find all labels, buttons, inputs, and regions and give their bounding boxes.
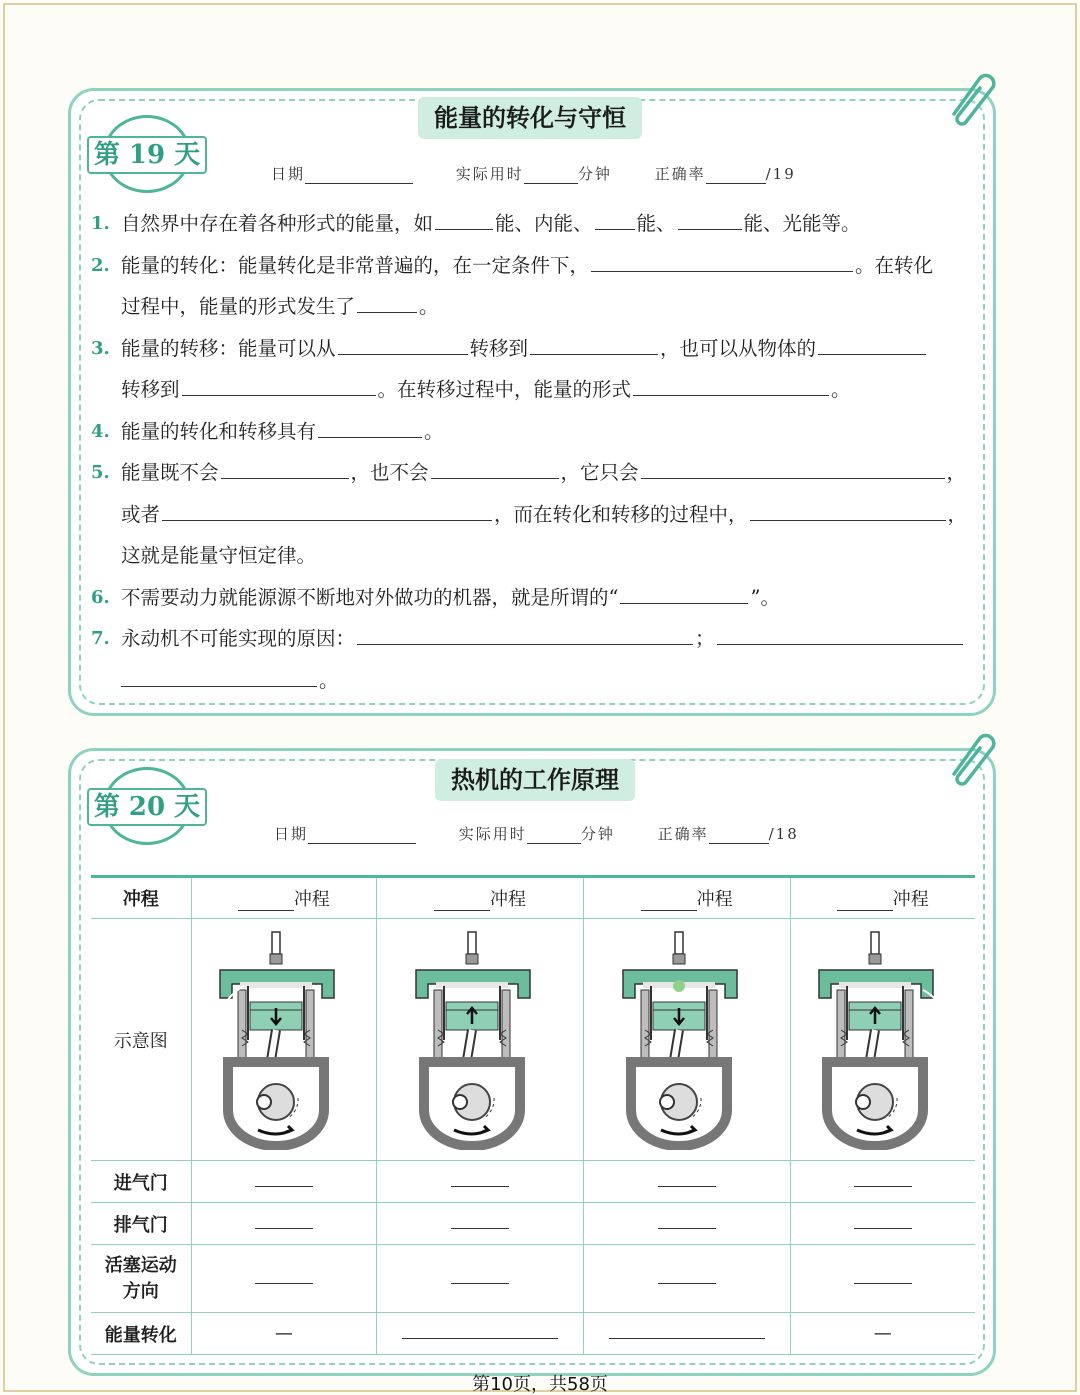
question-number: 5. — [91, 462, 110, 483]
date-label: 日期 — [271, 165, 306, 183]
day20-title: 热机的工作原理 — [435, 759, 635, 801]
day19-badge — [87, 115, 207, 193]
engine-diagram-cell — [377, 919, 584, 1161]
answer-blank[interactable] — [633, 369, 829, 396]
day19-meta-row — [271, 163, 832, 184]
answer-cell[interactable] — [583, 1203, 790, 1245]
energy-cell — [191, 1313, 377, 1355]
answer-blank[interactable] — [530, 328, 658, 355]
stroke-suffix: 冲程 — [892, 889, 929, 910]
answer-blank[interactable] — [182, 369, 376, 396]
table-row-intake-valve — [91, 1161, 975, 1203]
date-field[interactable] — [271, 163, 413, 184]
q-text: 。 — [831, 378, 851, 401]
row-label-diagram: 示意图 — [91, 919, 191, 1161]
row-label-intake: 进气门 — [91, 1161, 191, 1203]
row-label-line: 活塞运动 — [104, 1254, 177, 1276]
answer-blank[interactable] — [431, 452, 559, 479]
time-field[interactable] — [459, 823, 615, 844]
day19-title: 能量的转化与守恒 — [418, 97, 642, 139]
q-text: ，也不会 — [350, 461, 429, 484]
accuracy-field[interactable] — [655, 163, 796, 184]
answer-blank[interactable] — [678, 203, 742, 230]
q-text: 能、内能、 — [495, 212, 593, 235]
question-6 — [91, 577, 981, 619]
answer-cell[interactable] — [377, 1203, 584, 1245]
day20-meta-row — [274, 823, 835, 844]
answer-cell[interactable] — [790, 1245, 975, 1313]
q-text: 过程中，能量的形式发生了 — [121, 295, 356, 318]
question-number: 3. — [91, 337, 110, 359]
q-text: 。在转化 — [855, 253, 934, 277]
answer-cell[interactable] — [191, 1203, 377, 1245]
stroke-suffix: 冲程 — [696, 889, 733, 910]
answer-blank[interactable] — [620, 577, 748, 604]
date-label: 日期 — [274, 825, 309, 843]
answer-blank[interactable] — [750, 494, 946, 521]
engine-diagram-cell — [790, 919, 975, 1161]
table-row-diagram — [91, 919, 975, 1161]
stroke-cell[interactable] — [377, 877, 584, 919]
answer-cell[interactable] — [377, 1245, 584, 1313]
q-text: ，而在转化和转移的过程中， — [494, 502, 748, 526]
answer-cell[interactable] — [191, 1161, 377, 1203]
question-3 — [91, 328, 981, 411]
accuracy-label: 正确率 — [657, 825, 709, 843]
answer-cell[interactable] — [377, 1313, 584, 1355]
accuracy-total: /19 — [765, 165, 796, 183]
question-number: 7. — [91, 628, 110, 649]
answer-blank[interactable] — [591, 245, 853, 272]
date-field[interactable] — [274, 823, 416, 844]
question-1 — [91, 203, 981, 245]
answer-blank[interactable] — [641, 452, 945, 479]
question-number: 2. — [91, 254, 110, 276]
day20-card — [68, 748, 996, 1376]
question-number: 4. — [91, 420, 110, 442]
day20-badge — [87, 767, 207, 845]
q-text: 不需要动力就能源源不断地对外做功的机器，就是所谓的“ — [121, 585, 619, 609]
stroke-table — [91, 875, 975, 1355]
row-label-energy: 能量转化 — [91, 1313, 191, 1355]
answer-blank[interactable] — [221, 452, 349, 479]
question-4 — [91, 411, 981, 453]
row-label-exhaust: 排气门 — [91, 1203, 191, 1245]
table-row-stroke — [91, 877, 975, 919]
stroke-suffix: 冲程 — [489, 889, 526, 910]
q-text: 能量既不会 — [121, 461, 219, 484]
question-7 — [91, 618, 981, 701]
answer-cell[interactable] — [790, 1161, 975, 1203]
q-text: 能量的转化和转移具有 — [121, 419, 317, 443]
answer-blank[interactable] — [818, 328, 926, 355]
answer-cell[interactable] — [790, 1203, 975, 1245]
answer-blank[interactable] — [357, 618, 693, 645]
engine-intake-icon — [214, 930, 354, 1150]
q-text: 。 — [419, 295, 439, 318]
q-text: 能、光能等。 — [743, 212, 861, 235]
paperclip-icon — [940, 64, 996, 128]
engine-diagram-cell — [191, 919, 377, 1161]
stroke-suffix: 冲程 — [293, 889, 330, 910]
badge-label: 第 19 天 — [87, 136, 207, 174]
time-label: 实际用时 — [458, 825, 527, 843]
answer-blank[interactable] — [717, 618, 963, 645]
day19-card — [68, 88, 996, 716]
question-5 — [91, 452, 981, 577]
accuracy-label: 正确率 — [654, 165, 706, 183]
answer-cell[interactable] — [583, 1161, 790, 1203]
q-text: ， — [947, 502, 968, 526]
engine-power-icon — [617, 930, 757, 1150]
answer-blank[interactable] — [338, 328, 468, 355]
engine-compression-icon — [410, 930, 550, 1150]
answer-blank[interactable] — [318, 411, 422, 438]
row-label-stroke: 冲程 — [91, 877, 191, 919]
question-list — [91, 203, 981, 701]
paperclip-icon — [940, 724, 996, 788]
time-field[interactable] — [456, 163, 612, 184]
question-2 — [91, 245, 981, 328]
row-label-line: 方向 — [122, 1280, 159, 1302]
row-label-piston — [91, 1245, 191, 1313]
q-text: 转移到 — [469, 336, 529, 360]
engine-diagram-cell — [583, 919, 790, 1161]
answer-cell[interactable] — [583, 1313, 790, 1355]
q-text: 能量的转化：能量转化是非常普遍的，在一定条件下， — [121, 253, 590, 277]
table-row-energy — [91, 1313, 975, 1355]
q-text: ，它只会 — [560, 461, 639, 484]
q-text: 。在转移过程中，能量的形式 — [377, 378, 632, 401]
q-text: 永动机不可能实现的原因： — [121, 627, 356, 650]
question-number: 1. — [91, 213, 110, 234]
energy-cell — [790, 1313, 975, 1355]
q-text: 。 — [319, 668, 339, 692]
q-text: ”。 — [750, 585, 780, 609]
answer-blank[interactable] — [595, 203, 635, 230]
answer-cell[interactable] — [583, 1245, 790, 1313]
q-text: 能量的转移：能量可以从 — [121, 336, 336, 360]
dash-text: — — [274, 1323, 293, 1344]
answer-blank[interactable] — [357, 286, 417, 313]
q-text: ； — [695, 627, 715, 650]
q-text: 自然界中存在着各种形式的能量，如 — [121, 212, 434, 235]
q-text: 。 — [424, 419, 444, 443]
accuracy-total: /18 — [768, 825, 799, 843]
table-row-exhaust-valve — [91, 1203, 975, 1245]
answer-cell[interactable] — [377, 1161, 584, 1203]
stroke-cell[interactable] — [790, 877, 975, 919]
q-text: ，也可以从物体的 — [660, 336, 817, 360]
q-text: ， — [946, 461, 967, 484]
q-text: 这就是能量守恒定律。 — [121, 544, 317, 567]
answer-cell[interactable] — [191, 1245, 377, 1313]
stroke-cell[interactable] — [583, 877, 790, 919]
engine-exhaust-icon — [813, 930, 953, 1150]
page-footer: 第10页，共58页 — [472, 1374, 608, 1395]
dash-text: — — [873, 1323, 892, 1344]
answer-blank[interactable] — [121, 660, 317, 687]
accuracy-field[interactable] — [658, 823, 799, 844]
answer-blank[interactable] — [162, 494, 492, 521]
answer-blank[interactable] — [435, 203, 493, 230]
stroke-cell[interactable] — [191, 877, 377, 919]
q-text: 或者 — [121, 502, 161, 526]
question-number: 6. — [91, 586, 110, 608]
badge-label: 第 20 天 — [87, 788, 207, 826]
time-unit: 分钟 — [577, 165, 612, 183]
time-label: 实际用时 — [455, 165, 524, 183]
time-unit: 分钟 — [580, 825, 615, 843]
table-row-piston — [91, 1245, 975, 1313]
q-text: 转移到 — [121, 378, 180, 401]
q-text: 能、 — [636, 212, 676, 235]
